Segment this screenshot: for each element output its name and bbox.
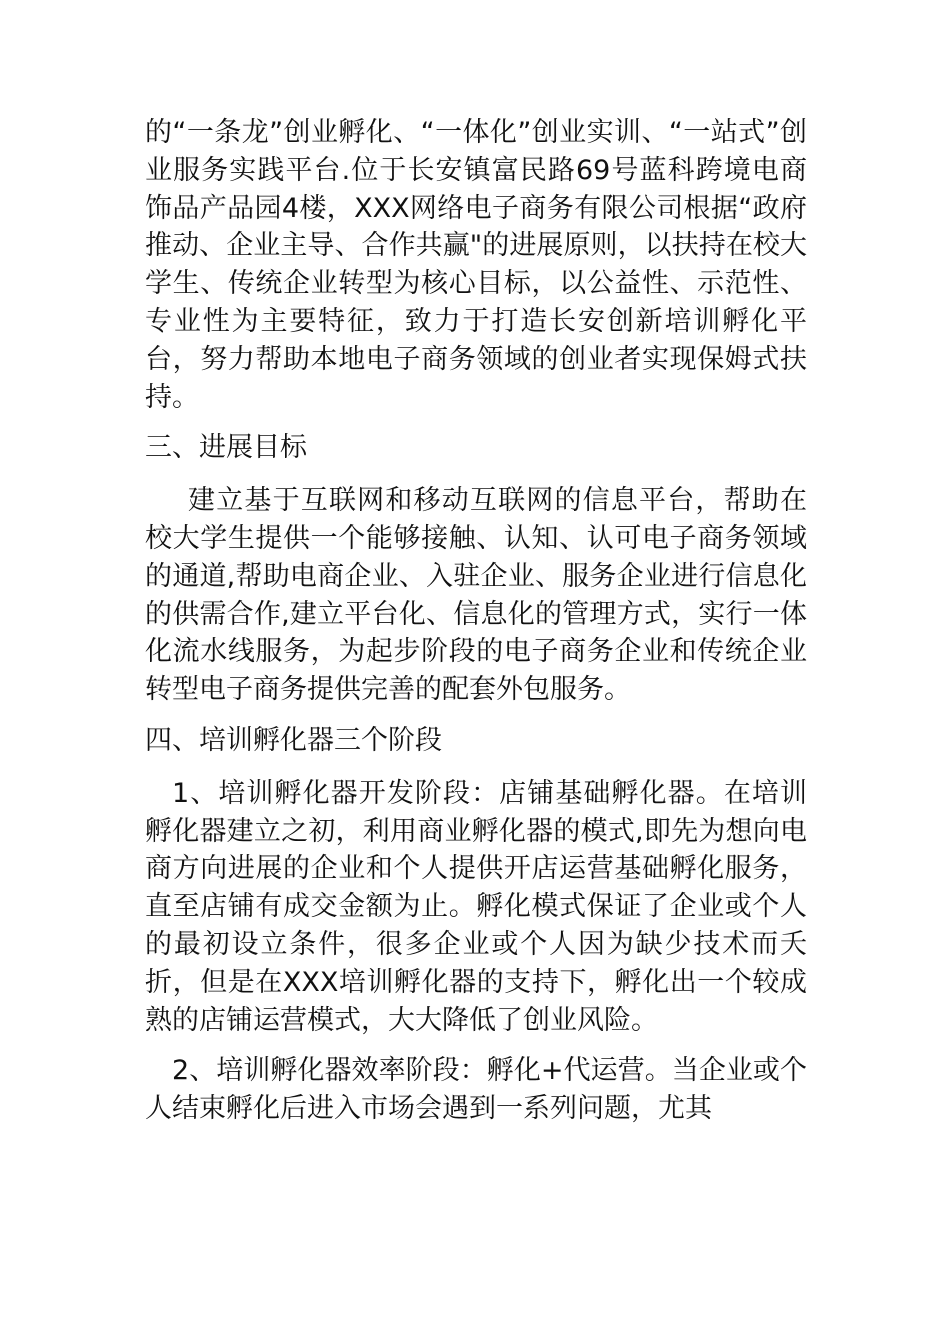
document-page: [145, 114, 807, 1141]
paragraph-goals: 建立基于互联网和移动互联网的信息平台，帮助在校大学生提供一个能够接触、认知、认可电子商务领域的通道,帮助电商企业、入驻企业、服务企业进行信息化的供需合作,建立平台化、信息化的管理方式，实行一体化流水线服务，为起步阶段的电子商务企业和传统企业转型电子商务提供完善的配套外包服务。: [145, 485, 807, 706]
section-heading-goals: 三、进展目标: [145, 432, 307, 464]
section-heading-stages: 四、培训孵化器三个阶段: [145, 724, 442, 756]
paragraph-platform-intro: 的“一条龙”创业孵化、“一体化”创业实训、“一站式”创业服务实践平台.位于长安镇富民路69号蓝科跨境电商饰品产品园4楼，XXX网络电子商务有限公司根据“政府推动、企业主导、合作共赢"的进展原则，以扶持在校大学生、传统企业转型为核心目标，以公益性、示范性、专业性为主要特征，致力于打造长安创新培训孵化平台，努力帮助本地电子商务领域的创业者实现保姆式扶持。: [145, 117, 807, 413]
paragraph-stage-1: 1、培训孵化器开发阶段：店铺基础孵化器。在培训孵化器建立之初，利用商业孵化器的模式,即先为想向电商方向进展的企业和个人提供开店运营基础孵化服务，直至店铺有成交金额为止。孵化模式保证了企业或个人的最初设立条件，很多企业或个人因为缺少技术而夭折，但是在XXX培训孵化器的支持下，孵化出一个较成熟的店铺运营模式，大大降低了创业风险。: [145, 777, 807, 1036]
paragraph-stage-2: 2、培训孵化器效率阶段：孵化+代运营。当企业或个人结束孵化后进入市场会遇到一系列问题，尤其: [145, 1055, 807, 1125]
